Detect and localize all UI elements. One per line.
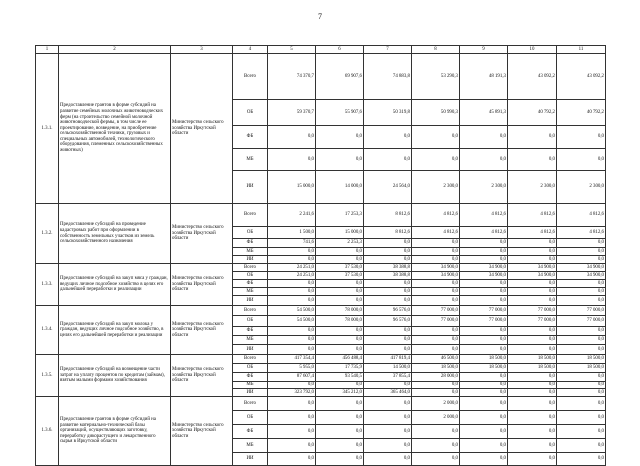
amount-cell: 77 000,0	[460, 306, 508, 316]
table-row	[36, 306, 606, 316]
amount-cell: 0,0	[316, 336, 364, 345]
amount-cell: 0,0	[557, 411, 606, 425]
amount-cell: 417 354,4	[268, 355, 316, 364]
amount-cell: 4 812,6	[412, 227, 460, 239]
funding-source: МБ	[233, 248, 268, 256]
amount-cell: 8 812,6	[364, 227, 412, 239]
measure-description: Предоставление грантов в форме субсидий на развитие семейных молочных животноводческих ферм (на строительство семейной молочной животноводческой фермы, в том числе ее проектирование, возведение, на приобретение сельскохозяйственной техники, грузовых и специальных автомобилей, технологического оборудования, племенных сельскохозяйственных животных)	[59, 54, 171, 204]
amount-cell: 0,0	[460, 425, 508, 439]
amount-cell: 37 530,0	[316, 264, 364, 272]
funding-source: ИИ	[233, 256, 268, 264]
amount-cell: 0,0	[268, 327, 316, 336]
amount-cell: 0,0	[557, 280, 606, 288]
funding-source: ИИ	[233, 345, 268, 355]
funding-source: Всего	[233, 355, 268, 364]
amount-cell: 0,0	[364, 382, 412, 389]
budget-table	[35, 45, 606, 466]
header-cell: 4	[233, 46, 268, 54]
amount-cell: 2 300,0	[412, 171, 460, 204]
amount-cell: 0,0	[508, 373, 557, 382]
amount-cell: 2 000,0	[412, 411, 460, 425]
amount-cell: 78 000,0	[316, 306, 364, 316]
amount-cell: 2 300,0	[557, 171, 606, 204]
funding-source: ОБ	[233, 100, 268, 126]
measure-description: Предоставление субсидий на закуп молока у граждан, ведущих личное подсобное хозяйство, в целях его дальнейшей переработки и реализации	[59, 306, 171, 355]
amount-cell: 4 812,6	[412, 204, 460, 227]
amount-cell: 0,0	[508, 411, 557, 425]
amount-cell: 0,0	[268, 149, 316, 171]
amount-cell: 14 000,0	[316, 171, 364, 204]
amount-cell: 74 883,8	[364, 54, 412, 100]
amount-cell: 0,0	[460, 149, 508, 171]
amount-cell: 0,0	[557, 288, 606, 296]
amount-cell: 87 607,4	[268, 373, 316, 382]
amount-cell: 0,0	[460, 373, 508, 382]
responsible-executor: Министерство сельского хозяйства Иркутской области	[171, 306, 233, 355]
amount-cell: 2 241,6	[268, 204, 316, 227]
table-row	[36, 397, 606, 411]
amount-cell: 15 000,0	[268, 171, 316, 204]
amount-cell: 59 370,7	[268, 100, 316, 126]
amount-cell: 77 000,0	[508, 316, 557, 327]
amount-cell: 77 000,0	[412, 306, 460, 316]
funding-source: Всего	[233, 204, 268, 227]
amount-cell: 45 891,3	[460, 100, 508, 126]
amount-cell: 0,0	[508, 382, 557, 389]
amount-cell: 0,0	[364, 280, 412, 288]
amount-cell: 0,0	[412, 327, 460, 336]
amount-cell: 0,0	[316, 453, 364, 466]
amount-cell: 0,0	[268, 296, 316, 306]
amount-cell: 18 500,0	[412, 364, 460, 373]
amount-cell: 365 464,0	[364, 389, 412, 397]
amount-cell: 741,6	[268, 239, 316, 248]
amount-cell: 77 000,0	[508, 306, 557, 316]
amount-cell: 4 812,6	[508, 227, 557, 239]
amount-cell: 0,0	[316, 327, 364, 336]
amount-cell: 0,0	[460, 382, 508, 389]
amount-cell: 2 000,0	[412, 397, 460, 411]
amount-cell: 34 900,0	[557, 264, 606, 272]
amount-cell: 0,0	[557, 345, 606, 355]
amount-cell: 18 500,0	[557, 355, 606, 364]
funding-source: ФБ	[233, 425, 268, 439]
amount-cell: 93 540,5	[316, 373, 364, 382]
amount-cell: 34 900,0	[557, 272, 606, 280]
amount-cell: 40 792,2	[508, 100, 557, 126]
amount-cell: 28 000,0	[412, 373, 460, 382]
amount-cell: 4 812,6	[460, 227, 508, 239]
amount-cell: 34 900,0	[412, 272, 460, 280]
amount-cell: 24 251,0	[268, 264, 316, 272]
amount-cell: 0,0	[557, 382, 606, 389]
amount-cell: 0,0	[460, 453, 508, 466]
funding-source: Всего	[233, 397, 268, 411]
funding-source: МБ	[233, 336, 268, 345]
amount-cell: 18 500,0	[557, 364, 606, 373]
amount-cell: 15 000,0	[316, 227, 364, 239]
amount-cell: 48 191,3	[460, 54, 508, 100]
item-number: 1.3.6.	[36, 397, 59, 466]
amount-cell: 0,0	[412, 256, 460, 264]
amount-cell: 34 900,0	[460, 264, 508, 272]
amount-cell: 0,0	[508, 296, 557, 306]
amount-cell: 0,0	[460, 336, 508, 345]
amount-cell: 54 500,0	[268, 306, 316, 316]
amount-cell: 54 500,0	[268, 316, 316, 327]
amount-cell: 0,0	[316, 382, 364, 389]
amount-cell: 55 907,6	[316, 100, 364, 126]
amount-cell: 0,0	[460, 296, 508, 306]
measure-description: Предоставление грантов в форме субсидий на развитие материально-технической базы организаций, осуществляющих заготовку, переработку дикорастущего и лекарственного сырья в Иркутской области	[59, 397, 171, 466]
amount-cell: 456 488,4	[316, 355, 364, 364]
amount-cell: 0,0	[364, 327, 412, 336]
amount-cell: 0,0	[364, 397, 412, 411]
table-row	[36, 204, 606, 227]
funding-source: ОБ	[233, 411, 268, 425]
amount-cell: 2 300,0	[460, 171, 508, 204]
item-number: 1.3.2.	[36, 204, 59, 264]
amount-cell: 74 370,7	[268, 54, 316, 100]
amount-cell: 38 388,8	[364, 272, 412, 280]
amount-cell: 0,0	[557, 439, 606, 453]
amount-cell: 0,0	[268, 411, 316, 425]
amount-cell: 34 900,0	[412, 264, 460, 272]
amount-cell: 0,0	[316, 126, 364, 149]
measure-description: Предоставление субсидий на возмещение части затрат на уплату процентов по кредитам (займам), взятым малыми формами хозяйствования	[59, 355, 171, 397]
amount-cell: 0,0	[508, 397, 557, 411]
amount-cell: 0,0	[268, 126, 316, 149]
table-row	[36, 54, 606, 100]
amount-cell: 77 000,0	[460, 316, 508, 327]
amount-cell: 0,0	[460, 345, 508, 355]
amount-cell: 0,0	[508, 126, 557, 149]
funding-source: ИИ	[233, 171, 268, 204]
item-number: 1.3.1.	[36, 54, 59, 204]
amount-cell: 8 812,6	[364, 204, 412, 227]
amount-cell: 0,0	[268, 345, 316, 355]
amount-cell: 96 576,0	[364, 306, 412, 316]
page-number: 7	[318, 12, 322, 21]
funding-source: Всего	[233, 54, 268, 100]
table-row	[36, 264, 606, 272]
amount-cell: 0,0	[316, 345, 364, 355]
amount-cell: 0,0	[364, 288, 412, 296]
amount-cell: 0,0	[316, 397, 364, 411]
responsible-executor: Министерство сельского хозяйства Иркутской области	[171, 355, 233, 397]
amount-cell: 0,0	[316, 248, 364, 256]
amount-cell: 53 290,3	[412, 54, 460, 100]
amount-cell: 4 812,6	[508, 204, 557, 227]
amount-cell: 0,0	[557, 389, 606, 397]
amount-cell: 0,0	[557, 248, 606, 256]
amount-cell: 43 092,2	[508, 54, 557, 100]
amount-cell: 0,0	[268, 397, 316, 411]
amount-cell: 4 812,6	[460, 204, 508, 227]
amount-cell: 0,0	[508, 248, 557, 256]
amount-cell: 0,0	[412, 288, 460, 296]
amount-cell: 0,0	[364, 256, 412, 264]
amount-cell: 0,0	[508, 336, 557, 345]
header-cell: 9	[460, 46, 508, 54]
amount-cell: 96 576,0	[364, 316, 412, 327]
header-row	[36, 46, 606, 54]
amount-cell: 0,0	[268, 248, 316, 256]
amount-cell: 0,0	[268, 288, 316, 296]
amount-cell: 0,0	[364, 453, 412, 466]
amount-cell: 0,0	[268, 425, 316, 439]
amount-cell: 0,0	[316, 149, 364, 171]
amount-cell: 4 812,6	[557, 204, 606, 227]
amount-cell: 0,0	[508, 439, 557, 453]
funding-source: ФБ	[233, 373, 268, 382]
amount-cell: 18 500,0	[508, 364, 557, 373]
amount-cell: 345 212,0	[316, 389, 364, 397]
header-cell: 10	[508, 46, 557, 54]
amount-cell: 78 000,0	[316, 316, 364, 327]
amount-cell: 0,0	[268, 382, 316, 389]
amount-cell: 17 735,9	[316, 364, 364, 373]
funding-source: ОБ	[233, 364, 268, 373]
amount-cell: 37 530,0	[316, 272, 364, 280]
amount-cell: 0,0	[460, 411, 508, 425]
amount-cell: 0,0	[412, 453, 460, 466]
amount-cell: 0,0	[557, 336, 606, 345]
funding-source: МБ	[233, 439, 268, 453]
amount-cell: 0,0	[460, 288, 508, 296]
amount-cell: 0,0	[557, 149, 606, 171]
amount-cell: 5 955,0	[268, 364, 316, 373]
responsible-executor: Министерство сельского хозяйства Иркутской области	[171, 54, 233, 204]
amount-cell: 77 000,0	[557, 316, 606, 327]
amount-cell: 0,0	[316, 425, 364, 439]
amount-cell: 0,0	[412, 126, 460, 149]
funding-source: ФБ	[233, 280, 268, 288]
amount-cell: 0,0	[268, 280, 316, 288]
amount-cell: 0,0	[412, 239, 460, 248]
amount-cell: 0,0	[316, 296, 364, 306]
amount-cell: 4 812,6	[557, 227, 606, 239]
funding-source: Всего	[233, 306, 268, 316]
header-cell: 5	[268, 46, 316, 54]
amount-cell: 0,0	[508, 149, 557, 171]
funding-source: ИИ	[233, 453, 268, 466]
amount-cell: 40 792,2	[557, 100, 606, 126]
funding-source: МБ	[233, 149, 268, 171]
amount-cell: 38 388,8	[364, 264, 412, 272]
funding-source: ФБ	[233, 239, 268, 248]
amount-cell: 37 855,4	[364, 373, 412, 382]
amount-cell: 0,0	[557, 327, 606, 336]
amount-cell: 0,0	[412, 149, 460, 171]
table-row	[36, 355, 606, 364]
amount-cell: 0,0	[557, 256, 606, 264]
amount-cell: 0,0	[364, 345, 412, 355]
funding-source: МБ	[233, 382, 268, 389]
amount-cell: 0,0	[557, 239, 606, 248]
amount-cell: 77 000,0	[412, 316, 460, 327]
amount-cell: 24 251,0	[268, 272, 316, 280]
amount-cell: 0,0	[316, 256, 364, 264]
amount-cell: 0,0	[460, 256, 508, 264]
amount-cell: 50 319,8	[364, 100, 412, 126]
amount-cell: 0,0	[557, 425, 606, 439]
funding-source: ФБ	[233, 126, 268, 149]
amount-cell: 0,0	[508, 327, 557, 336]
amount-cell: 34 900,0	[460, 272, 508, 280]
amount-cell: 0,0	[364, 239, 412, 248]
amount-cell: 46 500,0	[412, 355, 460, 364]
item-number: 1.3.3.	[36, 264, 59, 306]
funding-source: ИИ	[233, 296, 268, 306]
amount-cell: 0,0	[364, 439, 412, 453]
responsible-executor: Министерство сельского хозяйства Иркутской области	[171, 397, 233, 466]
amount-cell: 18 500,0	[508, 355, 557, 364]
header-cell: 3	[171, 46, 233, 54]
amount-cell: 0,0	[364, 248, 412, 256]
amount-cell: 0,0	[268, 336, 316, 345]
amount-cell: 0,0	[364, 425, 412, 439]
amount-cell: 0,0	[460, 280, 508, 288]
item-number: 1.3.5.	[36, 355, 59, 397]
funding-source: МБ	[233, 288, 268, 296]
amount-cell: 17 253,3	[316, 204, 364, 227]
responsible-executor: Министерство сельского хозяйства Иркутской области	[171, 264, 233, 306]
amount-cell: 0,0	[460, 239, 508, 248]
amount-cell: 0,0	[508, 453, 557, 466]
amount-cell: 0,0	[412, 425, 460, 439]
amount-cell: 0,0	[316, 439, 364, 453]
amount-cell: 0,0	[268, 453, 316, 466]
amount-cell: 0,0	[460, 389, 508, 397]
funding-source: ОБ	[233, 227, 268, 239]
amount-cell: 0,0	[412, 296, 460, 306]
header-cell: 8	[412, 46, 460, 54]
amount-cell: 0,0	[412, 280, 460, 288]
amount-cell: 77 000,0	[557, 306, 606, 316]
amount-cell: 0,0	[460, 327, 508, 336]
funding-source: ОБ	[233, 316, 268, 327]
header-cell: 11	[557, 46, 606, 54]
amount-cell: 43 092,2	[557, 54, 606, 100]
amount-cell: 34 900,0	[508, 272, 557, 280]
amount-cell: 0,0	[268, 439, 316, 453]
amount-cell: 0,0	[508, 288, 557, 296]
amount-cell: 323 792,0	[268, 389, 316, 397]
amount-cell: 0,0	[508, 345, 557, 355]
amount-cell: 0,0	[557, 453, 606, 466]
amount-cell: 0,0	[557, 373, 606, 382]
amount-cell: 2 253,3	[316, 239, 364, 248]
funding-source: Всего	[233, 264, 268, 272]
measure-description: Предоставление субсидий на проведение кадастровых работ при оформлении в собственность земельных участков из земель сельскохозяйственного назначения	[59, 204, 171, 264]
amount-cell: 0,0	[460, 248, 508, 256]
amount-cell: 0,0	[460, 126, 508, 149]
amount-cell: 0,0	[316, 411, 364, 425]
header-cell: 1	[36, 46, 59, 54]
amount-cell: 417 819,4	[364, 355, 412, 364]
amount-cell: 0,0	[412, 345, 460, 355]
amount-cell: 0,0	[412, 382, 460, 389]
amount-cell: 0,0	[557, 397, 606, 411]
amount-cell: 0,0	[460, 439, 508, 453]
header-cell: 2	[59, 46, 171, 54]
amount-cell: 0,0	[412, 336, 460, 345]
measure-description: Предоставление субсидий на закуп мяса у граждан, ведущих личное подсобное хозяйство в целях его дальнейшей переработки и реализации	[59, 264, 171, 306]
amount-cell: 0,0	[557, 296, 606, 306]
amount-cell: 0,0	[508, 389, 557, 397]
amount-cell: 0,0	[460, 397, 508, 411]
amount-cell: 0,0	[364, 336, 412, 345]
amount-cell: 0,0	[412, 439, 460, 453]
amount-cell: 0,0	[268, 256, 316, 264]
amount-cell: 34 900,0	[508, 264, 557, 272]
amount-cell: 14 500,0	[364, 364, 412, 373]
amount-cell: 2 300,0	[508, 171, 557, 204]
amount-cell: 0,0	[364, 411, 412, 425]
header-cell: 7	[364, 46, 412, 54]
amount-cell: 0,0	[508, 280, 557, 288]
responsible-executor: Министерство сельского хозяйства Иркутской области	[171, 204, 233, 264]
funding-source: ОБ	[233, 272, 268, 280]
amount-cell: 0,0	[316, 280, 364, 288]
funding-source: ИИ	[233, 389, 268, 397]
amount-cell: 0,0	[364, 126, 412, 149]
amount-cell: 18 500,0	[460, 364, 508, 373]
amount-cell: 1 500,0	[268, 227, 316, 239]
amount-cell: 0,0	[364, 149, 412, 171]
header-cell: 6	[316, 46, 364, 54]
amount-cell: 50 990,3	[412, 100, 460, 126]
amount-cell: 0,0	[412, 389, 460, 397]
amount-cell: 0,0	[508, 425, 557, 439]
amount-cell: 0,0	[364, 296, 412, 306]
amount-cell: 0,0	[412, 248, 460, 256]
amount-cell: 0,0	[508, 256, 557, 264]
amount-cell: 18 500,0	[460, 355, 508, 364]
amount-cell: 0,0	[557, 126, 606, 149]
funding-source: ФБ	[233, 327, 268, 336]
amount-cell: 0,0	[508, 239, 557, 248]
item-number: 1.3.4.	[36, 306, 59, 355]
amount-cell: 24 564,0	[364, 171, 412, 204]
amount-cell: 69 907,6	[316, 54, 364, 100]
amount-cell: 0,0	[316, 288, 364, 296]
